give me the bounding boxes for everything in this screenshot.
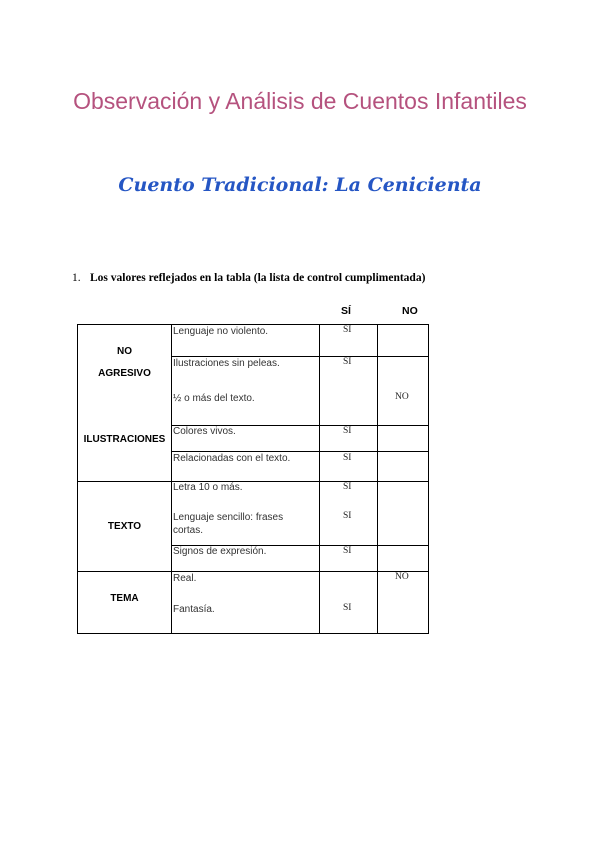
criterion-cell: Relacionadas con el texto. [173, 453, 291, 464]
list-item [72, 272, 425, 284]
criterion-cell: Lenguaje sencillo: frases cortas. [173, 512, 284, 536]
no-mark: NO [395, 392, 409, 402]
list-number: 1. [72, 272, 81, 284]
si-mark: SI [343, 546, 352, 556]
header-si: SÍ [341, 305, 351, 317]
category-tema: TEMA [110, 593, 139, 604]
si-mark: SI [343, 482, 352, 492]
criterion-cell: ½ o más del texto. [173, 393, 255, 404]
header-no: NO [402, 305, 418, 317]
criterion-cell: Signos de expresión. [173, 546, 267, 557]
criterion-cell: Ilustraciones sin peleas. [173, 358, 280, 369]
si-mark: SI [343, 603, 352, 613]
criterion-cell: Fantasía. [173, 604, 215, 615]
si-mark: SI [343, 453, 352, 463]
criterion-cell: Real. [173, 573, 197, 584]
si-mark: SI [343, 426, 352, 436]
page-title: Observación y Análisis de Cuentos Infantiles [73, 88, 527, 114]
criterion-cell: Lenguaje no violento. [173, 326, 269, 337]
criterion-cell: Letra 10 o más. [173, 482, 243, 493]
no-mark: NO [395, 572, 409, 582]
si-mark: SI [343, 511, 352, 521]
si-mark: SI [343, 357, 352, 367]
column-divider [171, 325, 172, 633]
category-no-agresivo: AGRESIVO [98, 368, 151, 379]
column-divider [377, 325, 378, 633]
criterion-cell: Colores vivos. [173, 426, 236, 437]
category-ilustraciones: ILUSTRACIONES [83, 434, 166, 445]
checklist-table [77, 324, 429, 634]
si-mark: SI [343, 325, 352, 335]
category-texto: TEXTO [107, 521, 142, 532]
column-divider [319, 325, 320, 633]
category-no-agresivo: NO [117, 346, 132, 357]
page-subtitle: Cuento Tradicional: La Cenicienta [118, 174, 482, 196]
list-text: Los valores reflejados en la tabla (la lista de control cumplimentada) [90, 272, 426, 284]
